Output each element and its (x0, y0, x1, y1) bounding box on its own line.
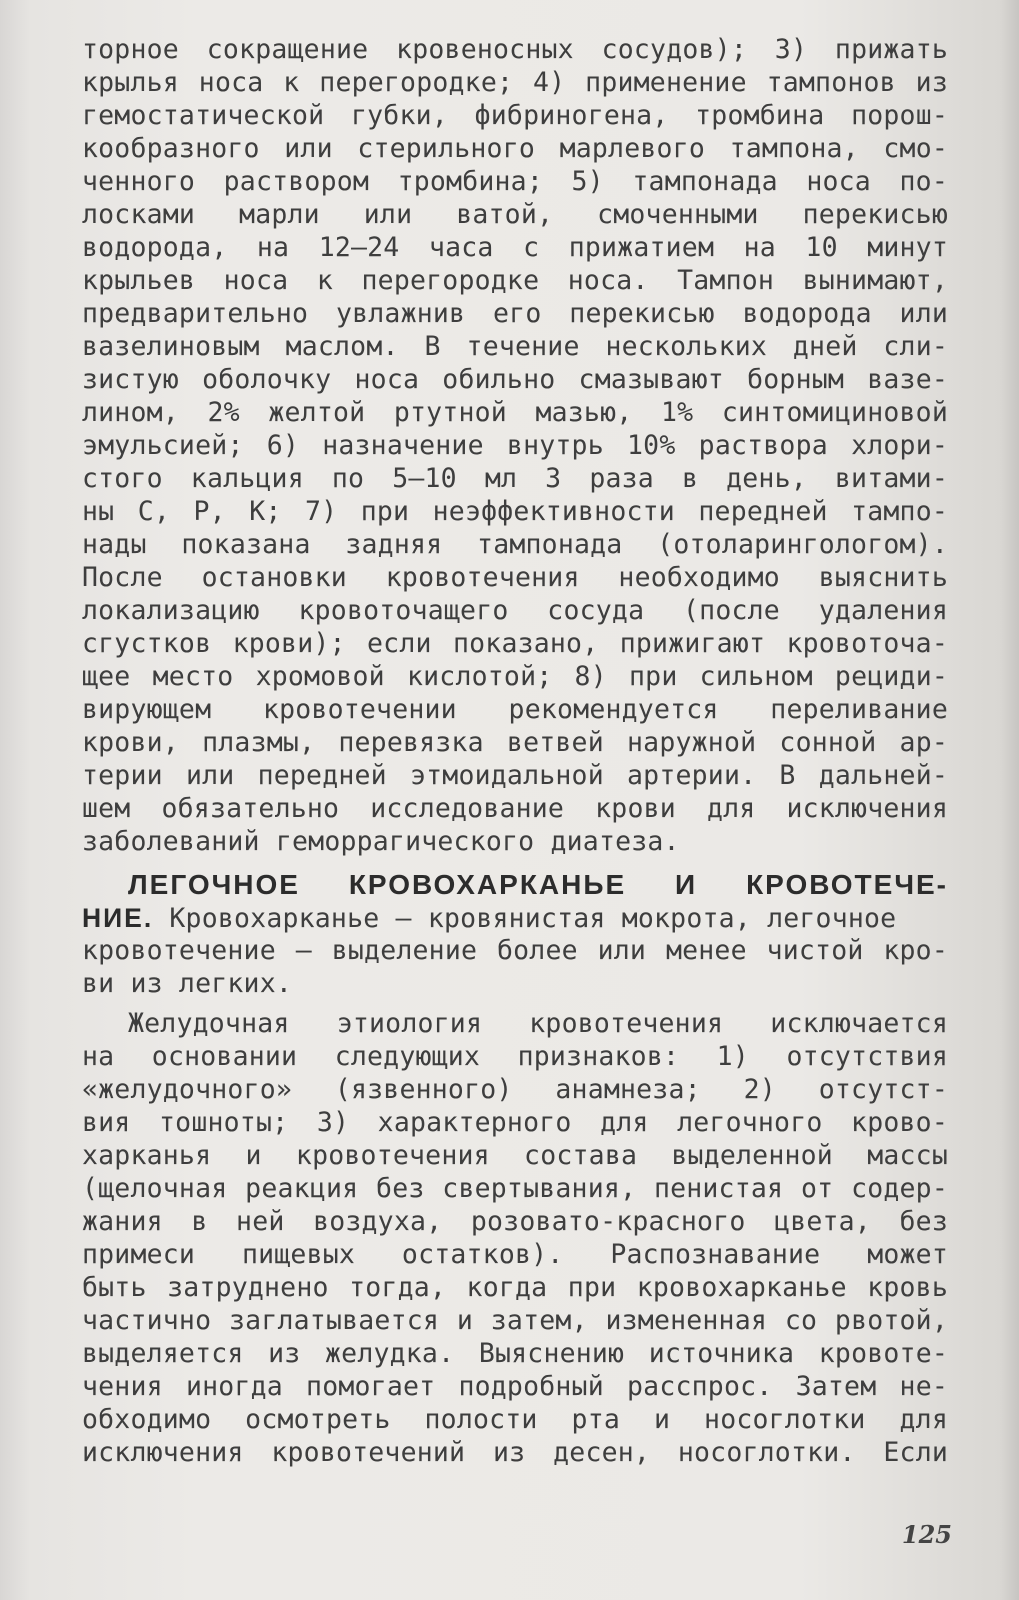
text-line: гемостатической губки, фибриногена, тромбина порош- (82, 100, 948, 131)
text-line: крови, плазмы, перевязка ветвей наружной сонной ар- (82, 727, 948, 758)
text-line: частично заглатывается и затем, измененная со рвотой, (82, 1305, 948, 1336)
text-line: крыльев носа к перегородке носа. Тампон вынимают, (82, 265, 948, 296)
text-line: ченного раствором тромбина; 5) тампонада носа по- (82, 166, 948, 197)
page-number: 125 (901, 1520, 952, 1549)
text-line: ви из легких. (82, 968, 293, 999)
text-line: выделяется из желудка. Выяснению источника кровоте- (82, 1338, 948, 1369)
text-line: обходимо осмотреть полости рта и носоглотки для (82, 1404, 948, 1435)
text-line: щее место хромовой кислотой; 8) при сильном рециди- (82, 661, 948, 692)
text-line: предварительно увлажнив его перекисью водорода или (82, 298, 948, 329)
section-heading: ЛЕГОЧНОЕ КРОВОХАРКАНЬЕ И КРОВОТЕЧЕ- (128, 869, 948, 900)
text-line: лосками марли или ватой, смоченными перекисью (82, 199, 948, 230)
text-line: кровотечение — выделение более или менее чистой кро- (82, 935, 948, 966)
text-line: сгустков крови); если показано, прижигают кровоточа- (82, 628, 948, 659)
text-line: заболеваний геморрагического диатеза. (82, 826, 680, 857)
text-line: вирующем кровотечении рекомендуется переливание (82, 694, 948, 725)
text-line: кообразного или стерильного марлевого тампона, смо- (82, 133, 948, 164)
text-line: харканья и кровотечения состава выделенной массы (82, 1140, 948, 1171)
text-line: водорода, на 12—24 часа с прижатием на 10 минут (82, 232, 948, 263)
text-line: торное сокращение кровеносных сосудов); 3) прижать (82, 34, 948, 65)
text-line: вазелиновым маслом. В течение нескольких дней сли- (82, 331, 948, 362)
text-line: зистую оболочку носа обильно смазывают борным вазе- (82, 364, 948, 395)
text-line: на основании следующих признаков: 1) отсутствия (82, 1041, 948, 1072)
text-line: вия тошноты; 3) характерного для легочного крово- (82, 1107, 948, 1138)
text-line: «желудочного» (язвенного) анамнеза; 2) отсутст- (82, 1074, 948, 1105)
text-line: ны С, Р, К; 7) при неэффективности передней тампо- (82, 496, 948, 527)
text-line: терии или передней этмоидальной артерии. В дальней- (82, 760, 948, 791)
text-line: локализацию кровоточащего сосуда (после удаления (82, 595, 948, 626)
text-line: лином, 2% желтой ртутной мазью, 1% синтомициновой (82, 397, 948, 428)
text-line: быть затруднено тогда, когда при кровохарканье кровь (82, 1272, 948, 1303)
section-heading-end: НИЕ. (82, 903, 154, 933)
section-heading-continuation (82, 903, 948, 933)
text-line: шем обязательно исследование крови для исключения (82, 793, 948, 824)
paragraph-first-line: Желудочная этиология кровотечения исключается (128, 1008, 948, 1039)
text-line: стого кальция по 5—10 мл 3 раза в день, витами- (82, 463, 948, 494)
text-line: жания в ней воздуха, розовато-красного цвета, без (82, 1206, 948, 1237)
definition-text: Кровохарканье — кровянистая мокрота, легочное (153, 903, 897, 934)
text-line: (щелочная реакция без свертывания, пенистая от содер- (82, 1173, 948, 1204)
text-line: чения иногда помогает подробный расспрос. Затем не- (82, 1371, 948, 1402)
text-line: нады показана задняя тампонада (отоларингологом). (82, 529, 948, 560)
text-line: крылья носа к перегородке; 4) применение тампонов из (82, 67, 948, 98)
text-line: примеси пищевых остатков). Распознавание может (82, 1239, 948, 1270)
text-line: эмульсией; 6) назначение внутрь 10% раствора хлори- (82, 430, 948, 461)
text-line: После остановки кровотечения необходимо выяснить (82, 562, 948, 593)
text-line: исключения кровотечений из десен, носоглотки. Если (82, 1437, 948, 1468)
